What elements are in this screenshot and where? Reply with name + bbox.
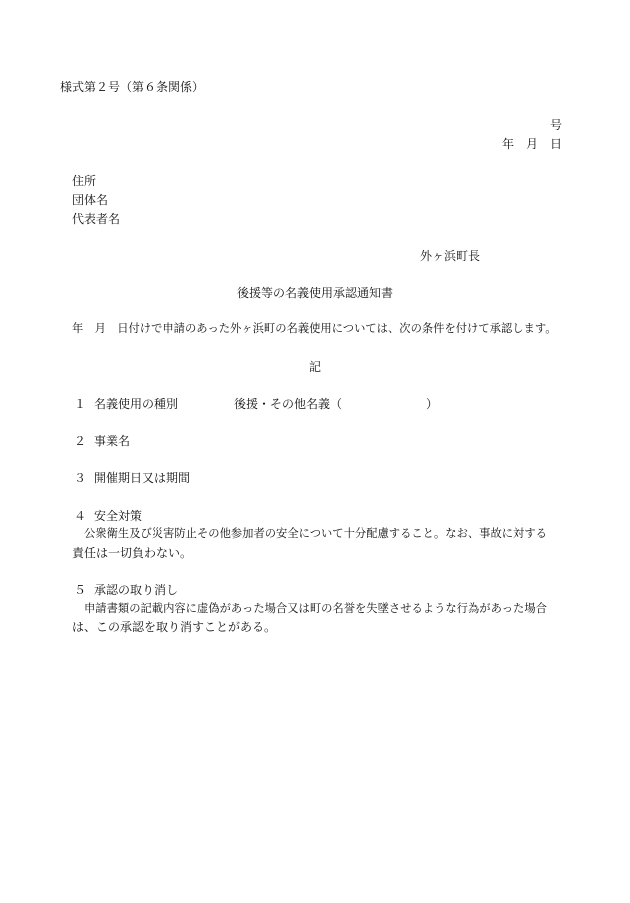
item-4-label: 安全対策 [94, 509, 143, 523]
item-2-label: 事業名 [94, 434, 131, 448]
item-5-label: 承認の取り消し [94, 583, 179, 597]
item-4-body-line-2: 責任は一切負わない。 [72, 546, 193, 560]
item-1-value: 後援・その他名義（ ） [234, 397, 439, 411]
document-title: 後援等の名義使用承認通知書 [236, 286, 393, 300]
ki-heading: 記 [308, 360, 321, 374]
item-4-number: ４ [74, 509, 87, 523]
issuer-name: 外ヶ浜町長 [420, 249, 481, 263]
item-2-number: ２ [74, 434, 87, 448]
item-3-number: ３ [74, 471, 87, 485]
item-5-body-line-2: は、この承認を取り消すことがある。 [72, 620, 277, 634]
item-1-number: １ [74, 397, 87, 411]
item-3-label: 開催期日又は期間 [94, 471, 191, 485]
item-4-body-line-1: 公衆衛生及び災害防止その他参加者の安全について十分配慮すること。なお、事故に対する [84, 527, 547, 540]
date-label: 年 月 日 [501, 137, 562, 151]
item-5-number: ５ [74, 583, 87, 597]
item-5-body-line-1: 申請書類の記載内容に虚偽があった場合又は町の名誉を失墜させるような行為があった場合 [84, 602, 547, 615]
form-number: 様式第２号（第６条関係） [60, 80, 205, 94]
recipient-address-label: 住所 [72, 174, 97, 188]
recipient-organization-label: 団体名 [72, 193, 109, 207]
item-1-label: 名義使用の種別 [94, 397, 179, 411]
intro-sentence: 年 月 日付けで申請のあった外ヶ浜町の名義使用については、次の条件を付けて承認します。 [72, 322, 557, 335]
document-number-label: 号 [549, 118, 562, 132]
recipient-representative-label: 代表者名 [72, 212, 121, 226]
